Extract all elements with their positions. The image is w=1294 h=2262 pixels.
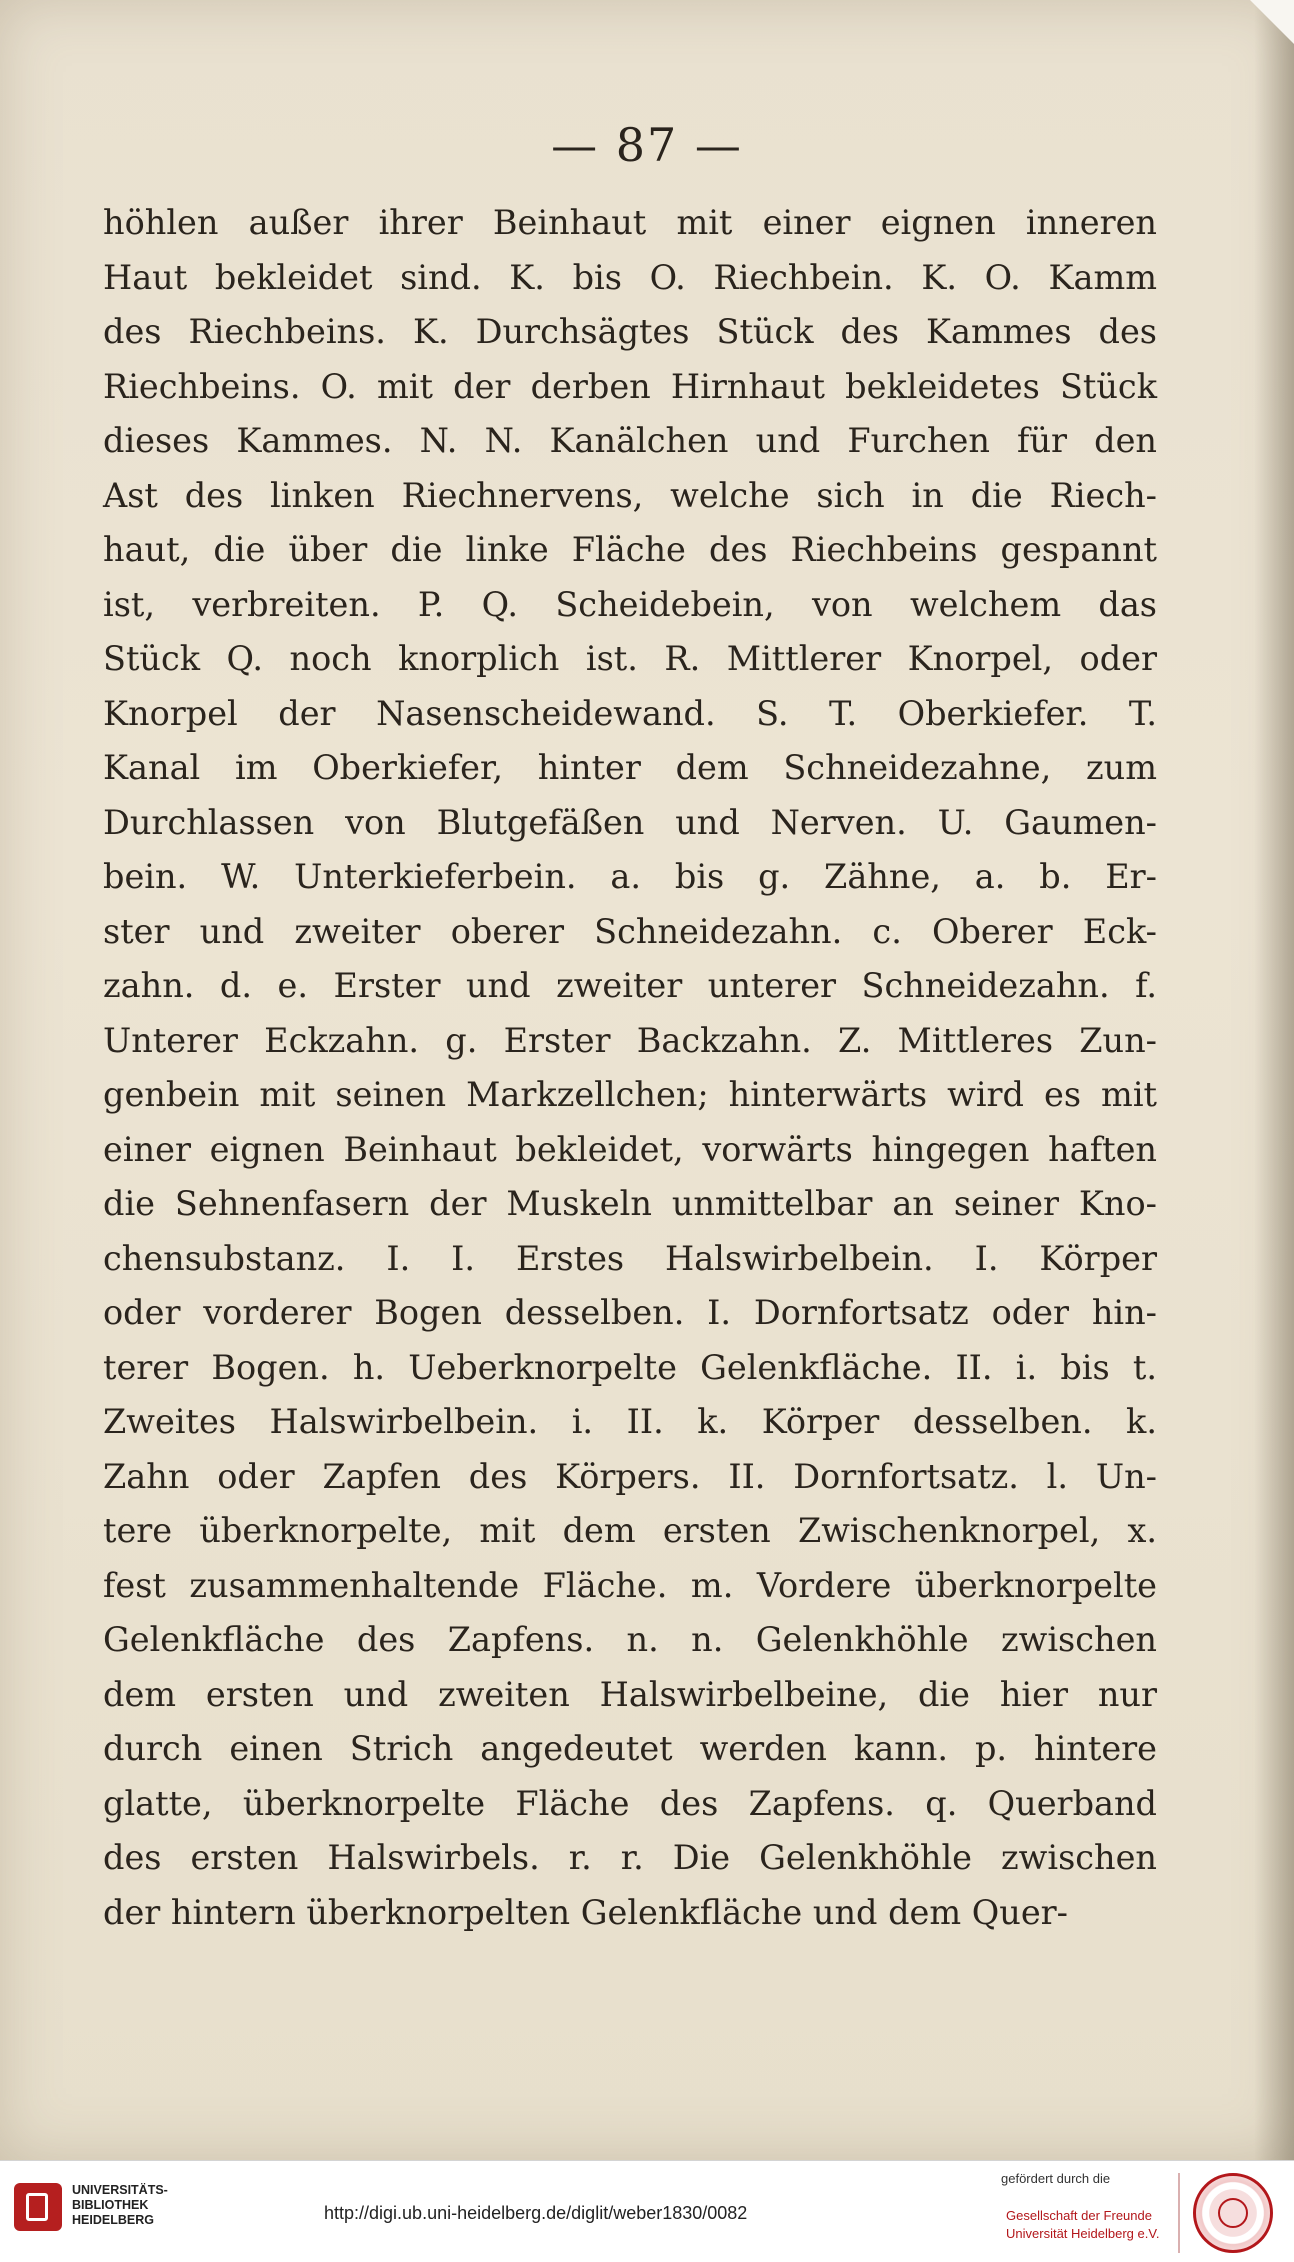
text-line: tere überknorpelte, mit dem ersten Zwischenknorpel, x. [103, 1511, 1157, 1550]
text-line: des Riechbeins. K. Durchsägtes Stück des Kammes des [103, 312, 1157, 351]
page-corner-fold [1250, 0, 1294, 44]
text-line: Stück Q. noch knorplich ist. R. Mittlerer Knorpel, oder [103, 639, 1157, 678]
text-line: glatte, überknorpelte Fläche des Zapfens. q. Querband [103, 1783, 1157, 1823]
text-line: Haut bekleidet sind. K. bis O. Riechbein. K. O. Kamm [103, 257, 1157, 297]
text-line: Kanal im Oberkiefer, hinter dem Schneidezahne, zum [103, 748, 1157, 787]
sponsor-label: gefördert durch die [1001, 2171, 1111, 2186]
text-line: Gelenkfläche des Zapfens. n. n. Gelenkhöhle zwischen [103, 1620, 1157, 1659]
text-line: fest zusammenhaltende Fläche. m. Vordere überknorpelte [103, 1565, 1157, 1605]
page-edge-shadow [1254, 0, 1294, 2160]
text-line: der hintern überknorpelten Gelenkfläche und dem Quer- [103, 1892, 1068, 1932]
text-line: Knorpel der Nasenscheidewand. S. T. Oberkiefer. T. [103, 693, 1157, 733]
library-name-line: UNIVERSITÄTS- [72, 2183, 168, 2197]
text-line: terer Bogen. h. Ueberknorpelte Gelenkfläche. II. i. bis t. [103, 1347, 1157, 1387]
text-line: oder vorderer Bogen desselben. I. Dornfortsatz oder hin- [103, 1293, 1157, 1332]
text-line: dieses Kammes. N. N. Kanälchen und Furchen für den [103, 421, 1157, 460]
text-line: einer eignen Beinhaut bekleidet, vorwärts hingegen haften [103, 1129, 1157, 1169]
text-line: die Sehnenfasern der Muskeln unmittelbar an seiner Kno- [103, 1184, 1157, 1223]
page-number: — 87 — [551, 118, 743, 172]
text-line: Ast des linken Riechnervens, welche sich in die Riech- [103, 475, 1157, 515]
text-line: zahn. d. e. Erster und zweiter unterer Schneidezahn. f. [103, 966, 1157, 1005]
seal-icon[interactable] [1193, 2173, 1273, 2253]
footer-divider [1178, 2173, 1180, 2253]
library-name[interactable] [72, 2183, 168, 2228]
text-line: ster und zweiter oberer Schneidezahn. c. Oberer Eck- [103, 911, 1157, 951]
footer-bar [0, 2160, 1294, 2262]
library-name-line: BIBLIOTHEK [72, 2198, 149, 2212]
text-line: bein. W. Unterkieferbein. a. bis g. Zähne, a. b. Er- [103, 857, 1157, 896]
text-line: dem ersten und zweiten Halswirbelbeine, die hier nur [103, 1674, 1157, 1714]
text-line: ist, verbreiten. P. Q. Scheidebein, von welchem das [103, 584, 1157, 624]
library-logo-icon[interactable] [14, 2183, 62, 2231]
society-name-line: Universität Heidelberg e.V. [1006, 2226, 1160, 2241]
text-line: Durchlassen von Blutgefäßen und Nerven. U. Gaumen- [103, 802, 1157, 842]
text-line: Zweites Halswirbelbein. i. II. k. Körper desselben. k. [103, 1402, 1157, 1441]
text-line: haut, die über die linke Fläche des Riechbeins gespannt [103, 530, 1157, 569]
text-line: Zahn oder Zapfen des Körpers. II. Dornfortsatz. l. Un- [103, 1456, 1157, 1496]
text-line: chensubstanz. I. I. Erstes Halswirbelbein. I. Körper [103, 1238, 1157, 1278]
permalink-url[interactable]: http://digi.ub.uni-heidelberg.de/diglit/weber1830/0082 [324, 2203, 748, 2223]
text-line: Riechbeins. O. mit der derben Hirnhaut bekleidetes Stück [103, 366, 1157, 406]
library-name-line: HEIDELBERG [72, 2213, 154, 2227]
society-name[interactable] [1006, 2207, 1159, 2243]
text-line: höhlen außer ihrer Beinhaut mit einer eignen inneren [103, 203, 1157, 242]
text-line: des ersten Halswirbels. r. r. Die Gelenkhöhle zwischen [103, 1838, 1157, 1877]
text-line: durch einen Strich angedeutet werden kann. p. hintere [103, 1729, 1157, 1768]
text-line: genbein mit seinen Markzellchen; hinterwärts wird es mit [103, 1075, 1157, 1114]
page-body-text [103, 196, 1157, 1940]
text-line: Unterer Eckzahn. g. Erster Backzahn. Z. Mittleres Zun- [103, 1020, 1157, 1060]
society-name-line: Gesellschaft der Freunde [1006, 2208, 1152, 2223]
